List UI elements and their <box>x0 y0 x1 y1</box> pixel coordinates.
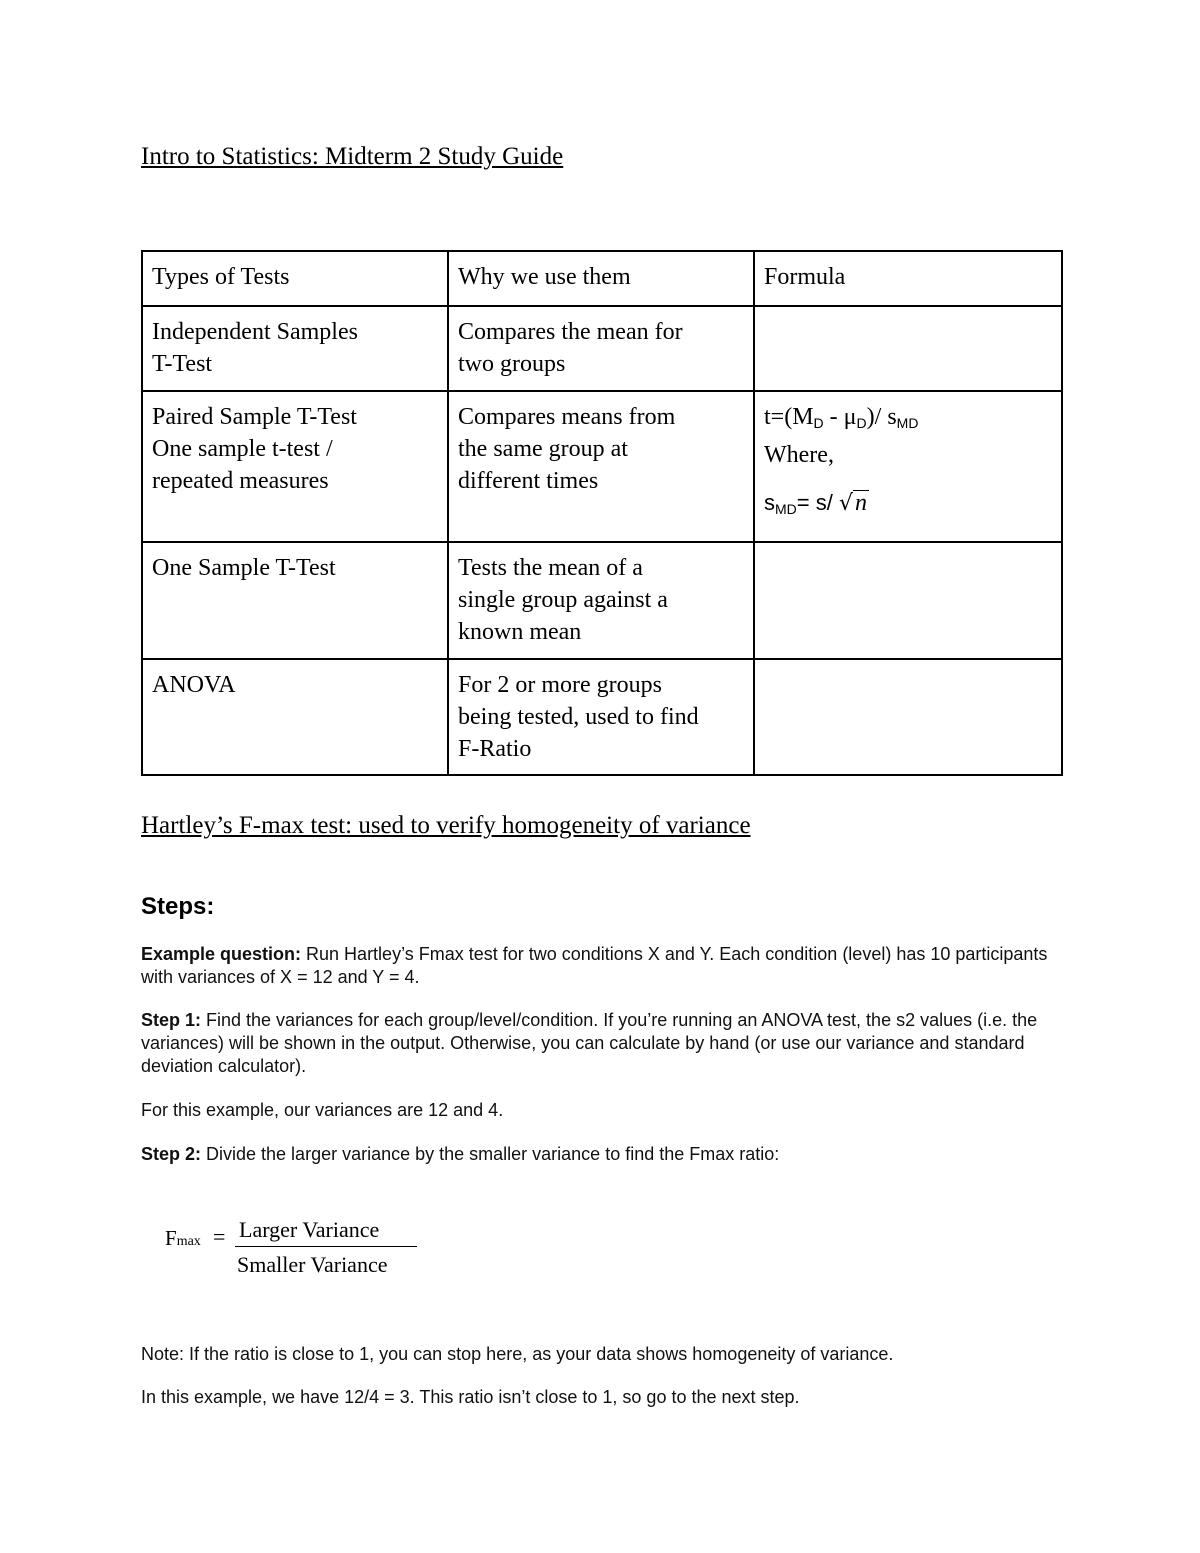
cell-line: known mean <box>458 619 582 645</box>
conclusion-paragraph: In this example, we have 12/4 = 3. This ratio isn’t close to 1, so go to the next step. <box>141 1387 800 1407</box>
formula-cell <box>754 306 1062 391</box>
fmax-denominator: Smaller Variance <box>237 1252 388 1277</box>
fmax-symbol: F <box>165 1226 177 1250</box>
test-purpose-cell <box>448 306 754 391</box>
cell-line: Compares the mean for <box>458 319 683 345</box>
formula-text: t=(M <box>764 404 814 430</box>
step-2-label: Step 2: <box>141 1144 202 1164</box>
fmax-fraction <box>235 1216 417 1279</box>
cell-line: One sample t-test / <box>152 436 333 462</box>
paired-t-formula <box>764 401 1052 439</box>
step-1-text: Find the variances for each group/level/condition. If you’re running an ANOVA test, the s2 values (i.e. the variances) will be shown in the output. Otherwise, you can calculate by hand (or use our variance and standard deviation calculator). <box>141 1010 1038 1076</box>
formula-subscript: D <box>813 415 824 431</box>
cell-line: One Sample T-Test <box>152 555 336 581</box>
table-row <box>142 391 1062 542</box>
test-purpose-cell <box>448 542 754 659</box>
cell-line: T-Test <box>152 351 213 377</box>
cell-line: Tests the mean of a <box>458 555 643 581</box>
fmax-equals: = <box>213 1224 226 1249</box>
section-heading-hartley: Hartley’s F-max test: used to verify homogeneity of variance <box>141 812 751 839</box>
example-question-paragraph <box>141 943 1071 989</box>
steps-heading: Steps: <box>141 893 215 920</box>
cell-line: the same group at <box>458 436 628 462</box>
header-types-of-tests: Types of Tests <box>142 251 448 306</box>
step-2-text: Divide the larger variance by the smaller variance to find the Fmax ratio: <box>201 1144 780 1164</box>
test-name-cell <box>142 659 448 775</box>
formula-cell <box>754 391 1062 542</box>
formula-text: )/ s <box>866 404 897 430</box>
formula-subscript: MD <box>775 501 797 517</box>
table-header-row <box>142 251 1062 306</box>
formula-cell <box>754 542 1062 659</box>
formula-cell <box>754 659 1062 775</box>
cell-line: single group against a <box>458 587 668 613</box>
formula-text: s <box>764 490 775 515</box>
page-title: Intro to Statistics: Midterm 2 Study Guide <box>141 143 564 170</box>
cell-line: For 2 or more groups <box>458 672 662 698</box>
fmax-subscript: max <box>176 1234 201 1249</box>
square-root <box>839 487 869 520</box>
table-row <box>142 659 1062 775</box>
header-why-we-use-them: Why we use them <box>448 251 754 306</box>
test-name-cell <box>142 542 448 659</box>
cell-line: Paired Sample T-Test <box>152 404 357 430</box>
test-name-cell <box>142 306 448 391</box>
table-row <box>142 306 1062 391</box>
header-formula: Formula <box>754 251 1062 306</box>
test-purpose-cell <box>448 659 754 775</box>
square-root-operand: n <box>855 490 867 516</box>
cell-line: Compares means from <box>458 404 676 430</box>
standard-error-formula <box>764 487 1052 525</box>
test-name-cell <box>142 391 448 542</box>
formula-subscript: D <box>856 415 867 431</box>
cell-line: two groups <box>458 351 566 377</box>
square-root-sign: √ <box>838 491 853 516</box>
tests-table <box>141 250 1063 776</box>
cell-line: F-Ratio <box>458 736 532 762</box>
formula-where: Where, <box>764 442 834 468</box>
note-paragraph: Note: If the ratio is close to 1, you can stop here, as your data shows homogeneity of variance. <box>141 1344 894 1364</box>
cell-line: ANOVA <box>152 672 236 698</box>
cell-line: different times <box>458 468 599 494</box>
example-question-text: Run Hartley’s Fmax test for two conditions X and Y. Each condition (level) has 10 participants with variances of X = 12 and Y = 4. <box>141 944 1048 987</box>
fraction-bar <box>235 1246 417 1247</box>
step-2-paragraph <box>141 1143 1071 1166</box>
step-1-label: Step 1: <box>141 1010 202 1030</box>
fmax-numerator: Larger Variance <box>239 1217 380 1242</box>
formula-text: - μ <box>823 404 857 430</box>
example-variances-paragraph: For this example, our variances are 12 and 4. <box>141 1100 504 1120</box>
formula-spacer <box>764 471 1052 487</box>
example-question-label: Example question: <box>141 944 302 964</box>
formula-text: = s/ <box>796 490 839 515</box>
test-purpose-cell <box>448 391 754 542</box>
step-1-paragraph <box>141 1009 1071 1078</box>
cell-line: repeated measures <box>152 468 329 494</box>
table-row <box>142 542 1062 659</box>
cell-line: Independent Samples <box>152 319 358 345</box>
cell-line: being tested, used to find <box>458 704 699 730</box>
formula-subscript: MD <box>896 415 919 431</box>
fmax-label <box>165 1226 201 1251</box>
